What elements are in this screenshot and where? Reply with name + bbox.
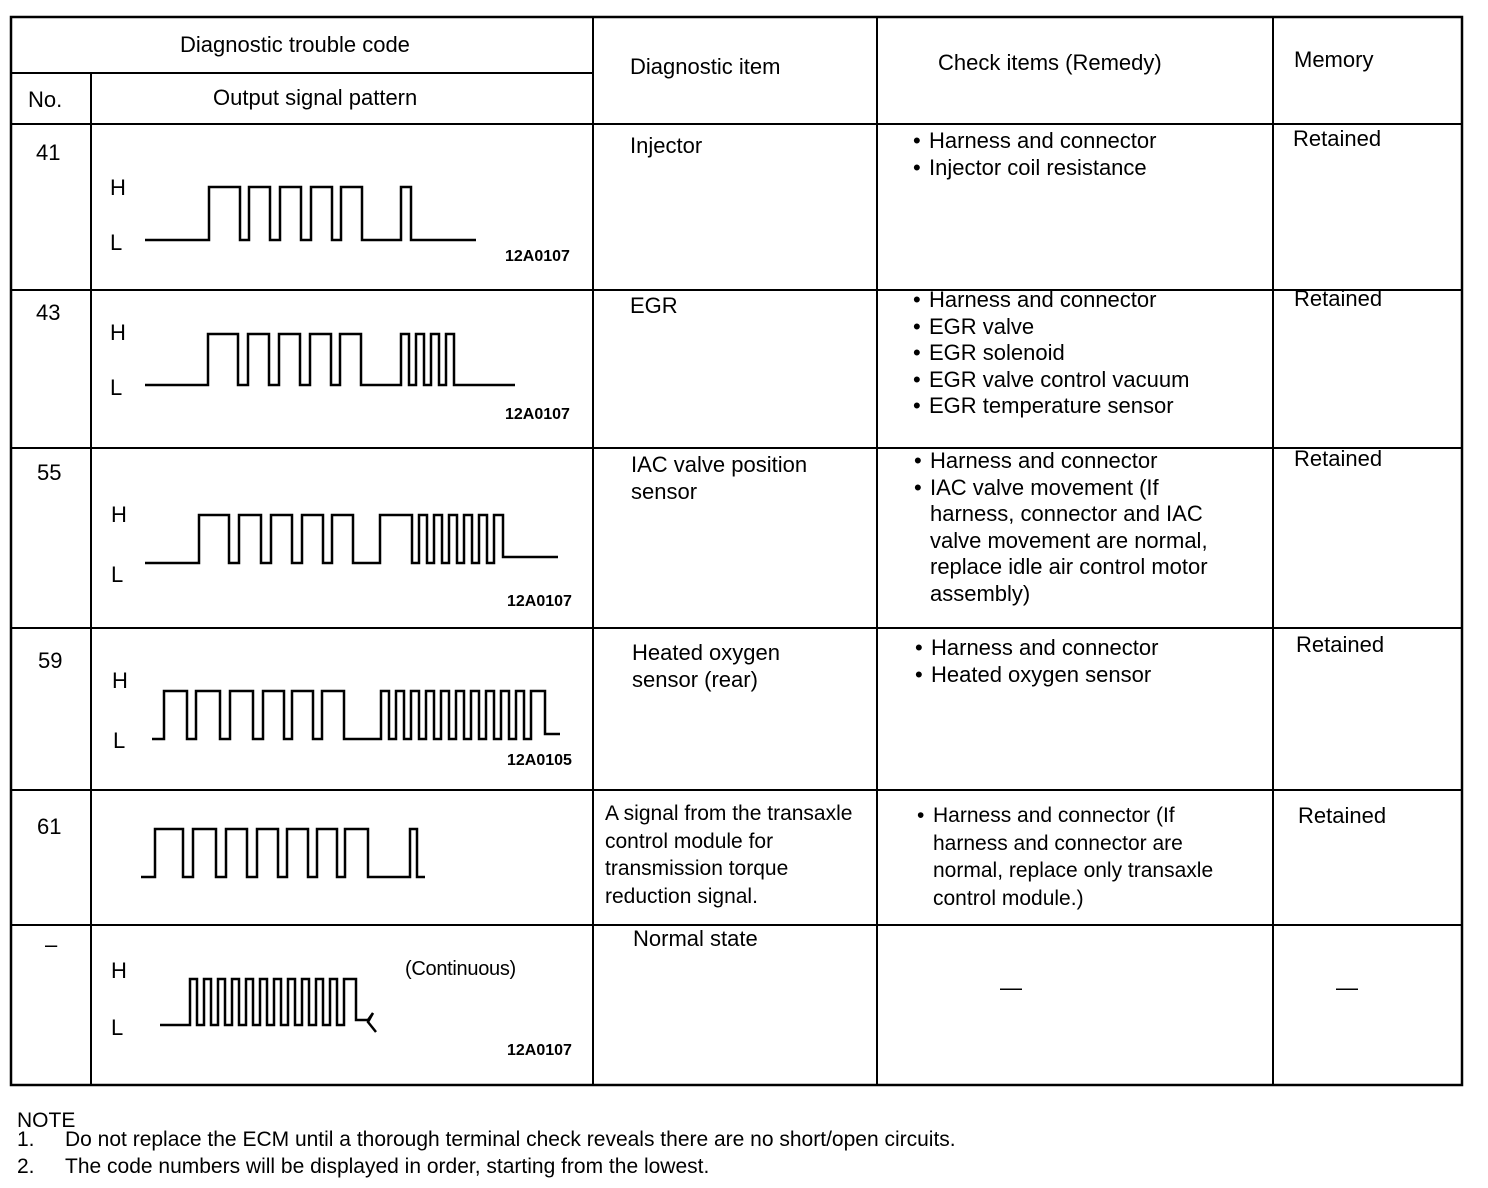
row-59-diagnostic-item: Heated oxygen sensor (rear) — [632, 640, 780, 692]
header-memory: Memory — [1294, 47, 1374, 72]
row-41-h-label: H — [110, 175, 126, 200]
row-59-h-label: H — [112, 668, 128, 693]
row-43-figure-code: 12A0107 — [505, 406, 570, 423]
check-item: • Harness and connector — [915, 635, 1158, 662]
row-normal-figure-code: 12A0107 — [507, 1042, 572, 1059]
row-61-diagnostic-item: A signal from the transaxle control module for transmission torque reduction signal. — [605, 802, 853, 908]
row-55-figure-code: 12A0107 — [507, 593, 572, 610]
check-item: • Harness and connector (If harness and connector are normal, replace only transaxle control module.) — [917, 802, 1217, 912]
row-61-memory: Retained — [1298, 803, 1387, 828]
row-59-figure-code: 12A0105 — [507, 752, 572, 769]
header-no: No. — [28, 87, 63, 112]
check-item: • Harness and connector — [913, 128, 1156, 155]
row-43-h-label: H — [110, 320, 126, 345]
row-59-memory: Retained — [1296, 632, 1385, 657]
row-normal-l-label: L — [111, 1015, 124, 1040]
header-output-signal-pattern: Output signal pattern — [213, 85, 418, 110]
row-55-l-label: L — [111, 562, 124, 587]
note-number: 2. — [17, 1155, 35, 1178]
row-43-number: 43 — [36, 300, 61, 325]
row-43-memory: Retained — [1294, 286, 1383, 311]
check-item: • Harness and connector — [914, 448, 1214, 475]
row-43-diagnostic-item: EGR — [630, 293, 678, 318]
row-55-diagnostic-item: IAC valve position sensor — [631, 452, 808, 504]
note-text: Do not replace the ECM until a thorough terminal check reveals there are no short/open circuits. — [65, 1128, 956, 1151]
note-title: NOTE — [17, 1109, 76, 1132]
check-item: • EGR temperature sensor — [913, 393, 1189, 420]
row-normal-diagnostic-item: Normal state — [633, 926, 758, 951]
row-59-number: 59 — [38, 648, 63, 673]
row-normal-h-label: H — [111, 958, 127, 983]
row-normal-check-items: — — [1000, 975, 1022, 1000]
note-text: The code numbers will be displayed in order, starting from the lowest. — [65, 1155, 710, 1178]
row-55-memory: Retained — [1294, 446, 1383, 471]
note-item-1 — [17, 1126, 956, 1153]
check-item: • EGR valve — [913, 314, 1189, 341]
row-normal-number: – — [45, 932, 58, 957]
row-59-l-label: L — [113, 728, 126, 753]
check-item: • Injector coil resistance — [913, 155, 1156, 182]
row-41-diagnostic-item: Injector — [630, 133, 703, 158]
header-dtc: Diagnostic trouble code — [180, 32, 410, 57]
row-normal-memory: — — [1336, 975, 1358, 1000]
row-normal-continuous-label: (Continuous) — [405, 958, 516, 980]
check-item: • IAC valve movement (If harness, connector and IAC valve movement are normal, replace idle air control motor assembly) — [914, 475, 1214, 608]
note-item-2 — [17, 1153, 709, 1180]
check-item: • EGR valve control vacuum — [913, 367, 1189, 394]
row-43-l-label: L — [110, 375, 123, 400]
header-diagnostic-item: Diagnostic item — [630, 54, 781, 79]
row-41-memory: Retained — [1293, 126, 1382, 151]
row-55-number: 55 — [37, 460, 62, 485]
row-41-number: 41 — [36, 140, 61, 165]
row-41-l-label: L — [110, 230, 123, 255]
row-41-figure-code: 12A0107 — [505, 248, 570, 265]
row-55-h-label: H — [111, 502, 127, 527]
header-check-items: Check items (Remedy) — [938, 50, 1162, 75]
check-item: • Heated oxygen sensor — [915, 662, 1158, 689]
check-item: • EGR solenoid — [913, 340, 1189, 367]
check-item: • Harness and connector — [913, 287, 1189, 314]
note-number: 1. — [17, 1128, 35, 1151]
row-61-number: 61 — [37, 814, 62, 839]
